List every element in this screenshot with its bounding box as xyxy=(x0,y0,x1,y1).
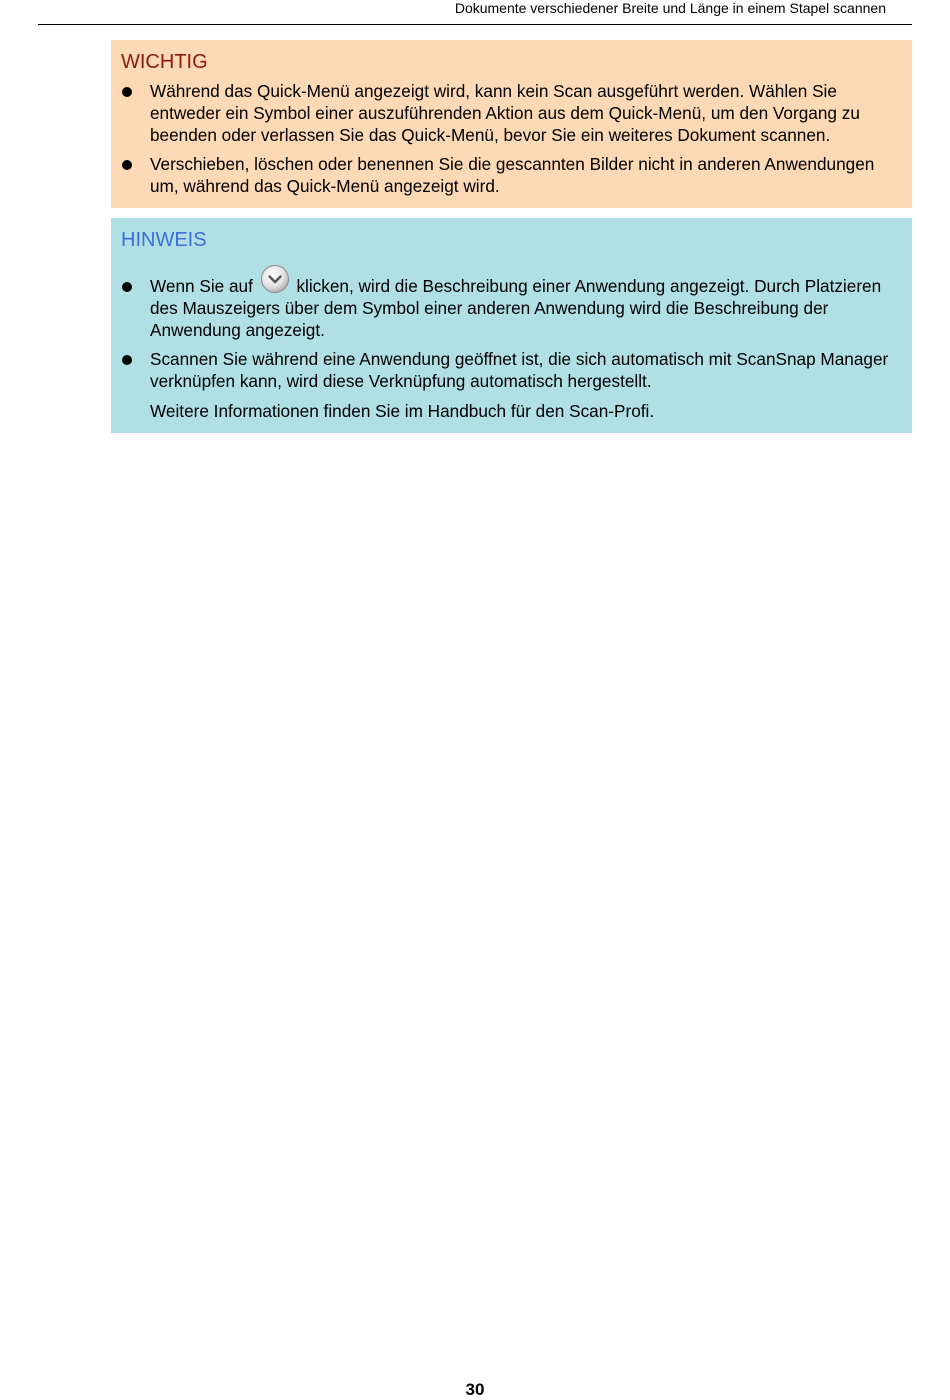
list-item-text-after: klicken, wird die Beschreibung einer Anwendung angezeigt. Durch Platzieren des Mauszeigers über dem Symbol einer anderen Anwendung wird die Beschreibung der Anwendung angezeigt. xyxy=(150,276,882,340)
list-item xyxy=(111,80,912,146)
list-item-text-before: Wenn Sie auf xyxy=(150,276,253,296)
list-item xyxy=(111,153,912,197)
important-title: WICHTIG xyxy=(121,51,208,73)
note-list xyxy=(111,275,912,422)
bullet-icon xyxy=(122,355,132,365)
bullet-icon xyxy=(122,282,132,292)
page-number: 30 xyxy=(465,1380,485,1399)
list-item-text: Während das Quick-Menü angezeigt wird, kann kein Scan ausgeführt werden. Wählen Sie entweder ein Symbol einer auszuführenden Aktion aus dem Quick-Menü, um den Vorgang zu beenden oder verlassen Sie das Quick-Menü, bevor Sie ein weiteres Dokument scannen. xyxy=(150,81,860,145)
important-list xyxy=(111,80,912,197)
note-title: HINWEIS xyxy=(121,229,207,251)
note-box xyxy=(111,218,912,433)
important-box xyxy=(111,40,912,208)
list-item-text: Verschieben, löschen oder benennen Sie die gescannten Bilder nicht in anderen Anwendungen um, während das Quick-Menü angezeigt wird. xyxy=(150,154,875,196)
list-item xyxy=(111,348,912,422)
list-item-text: Scannen Sie während eine Anwendung geöffnet ist, die sich automatisch mit ScanSnap Manager verknüpfen kann, wird diese Verknüpfung automatisch hergestellt. xyxy=(150,349,889,391)
page-header xyxy=(38,0,912,25)
bullet-icon xyxy=(122,160,132,170)
list-item-subtext: Weitere Informationen finden Sie im Handbuch für den Scan-Profi. xyxy=(150,401,655,421)
list-item xyxy=(111,275,912,341)
chevron-down-button-icon xyxy=(260,264,290,294)
bullet-icon xyxy=(122,87,132,97)
header-title: Dokumente verschiedener Breite und Länge in einem Stapel scannen xyxy=(454,0,886,16)
